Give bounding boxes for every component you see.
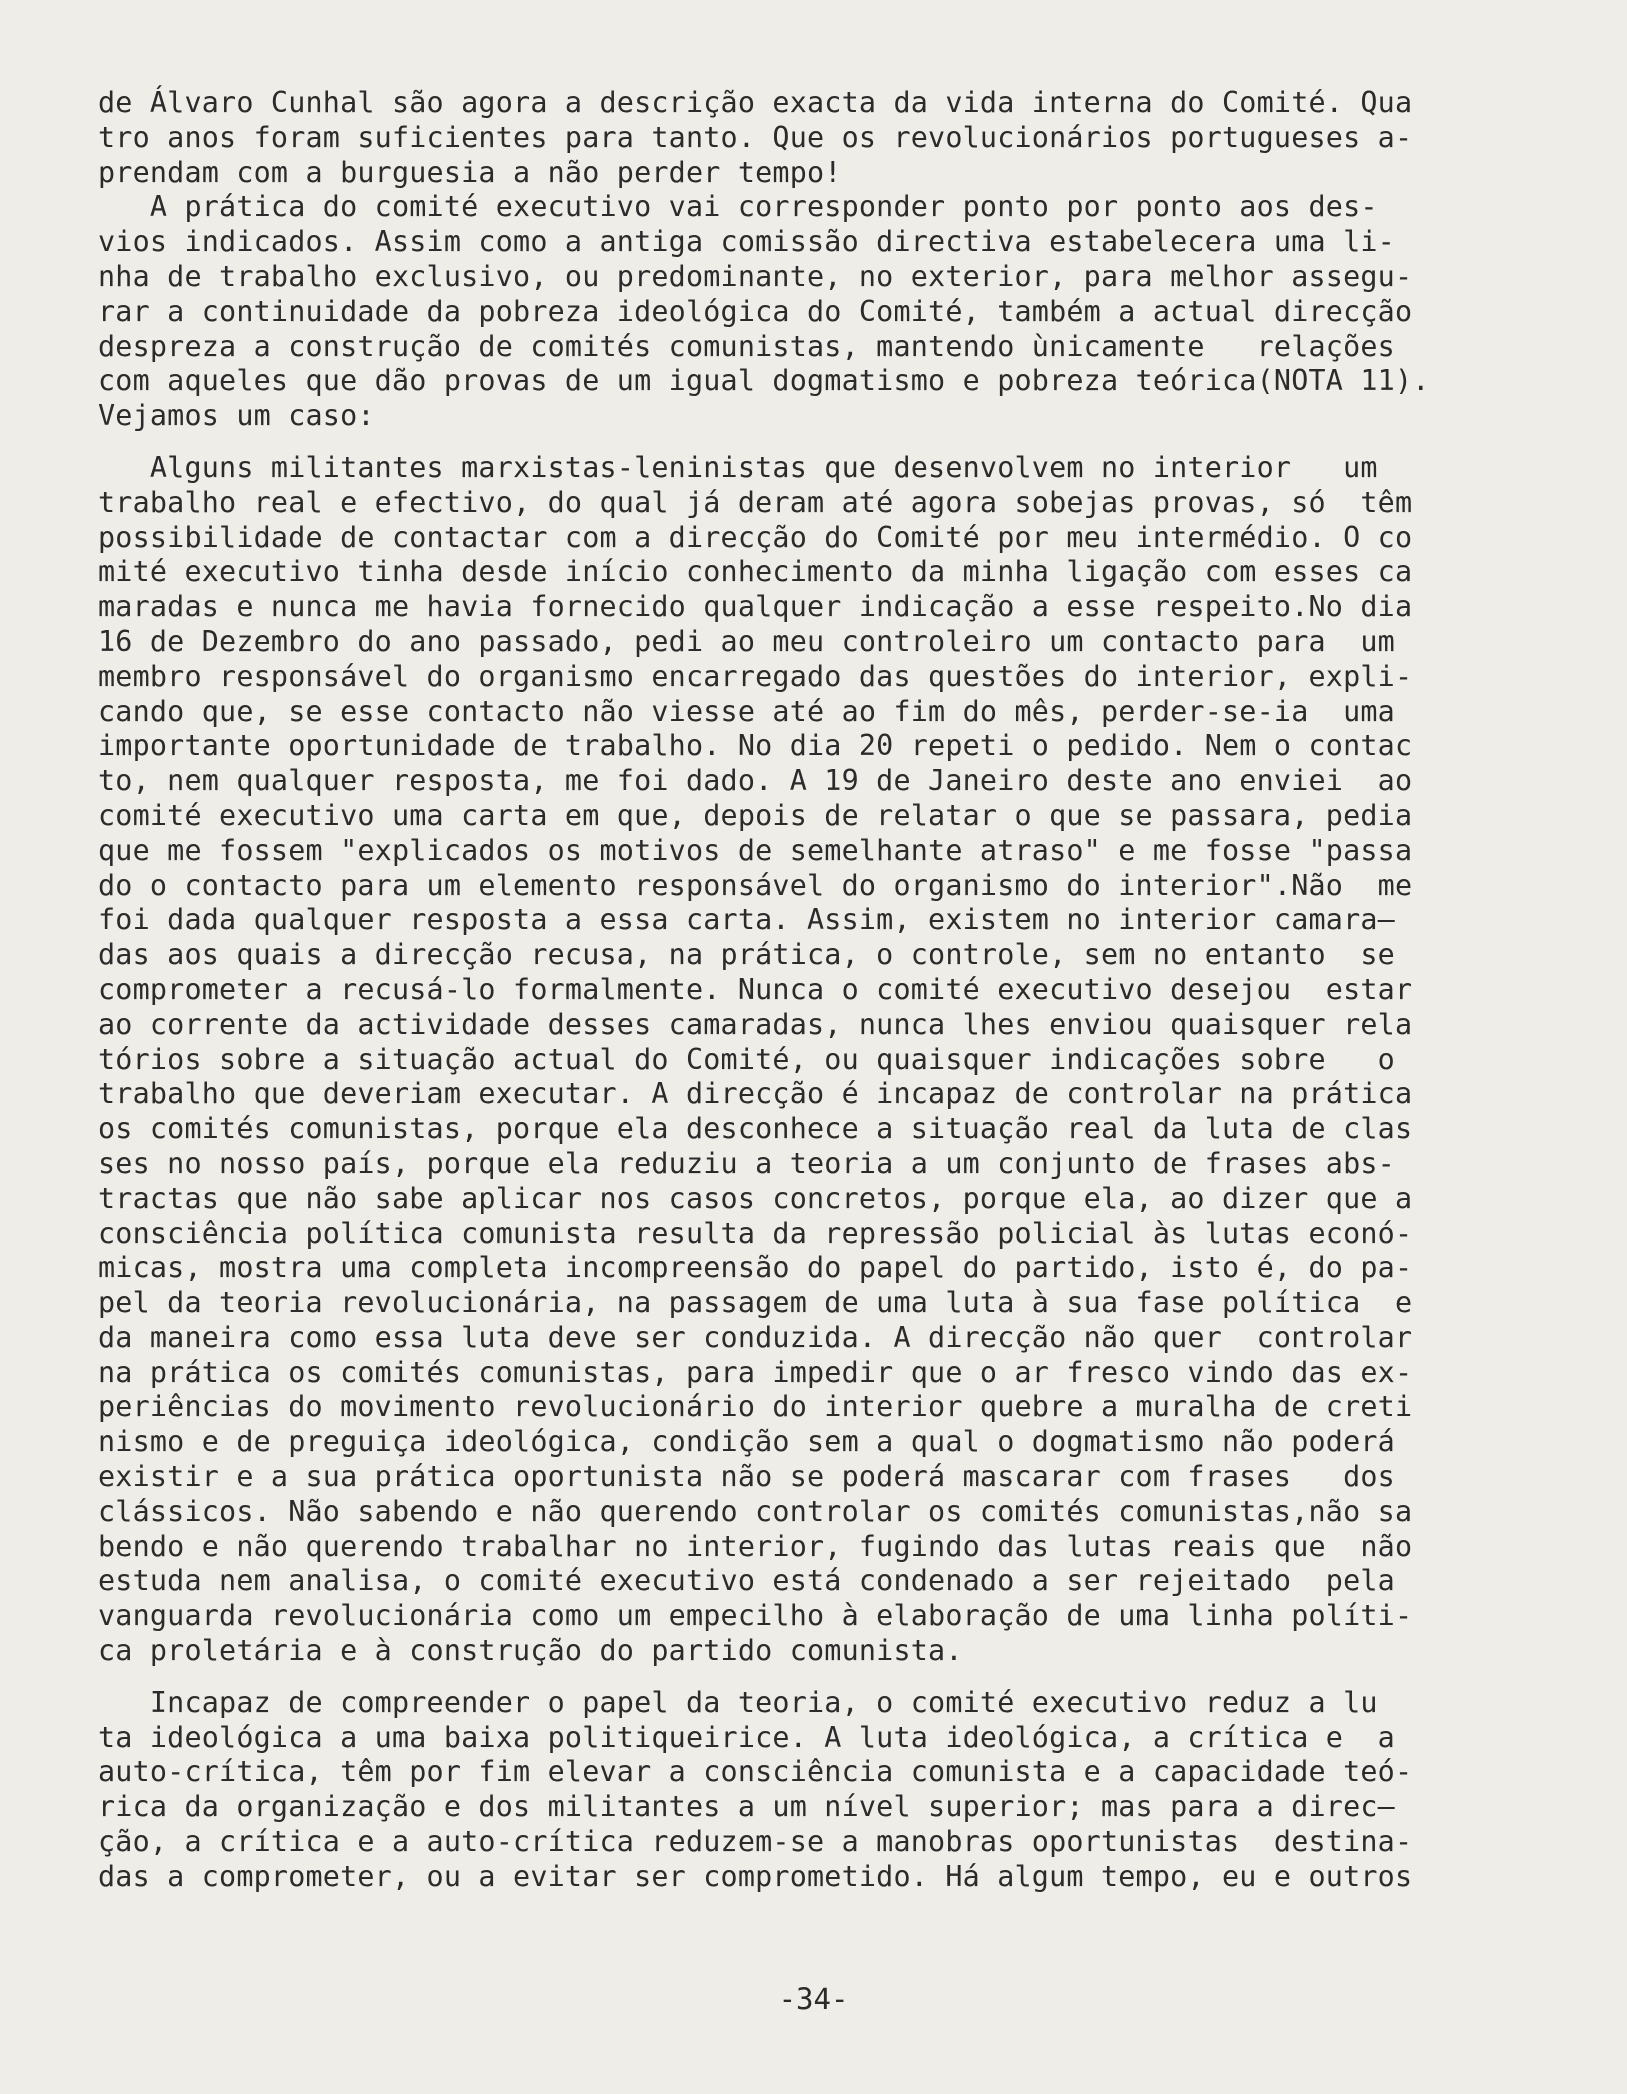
text-line: periências do movimento revolucionário do interior quebre a muralha de creti [98,1390,1413,1424]
text-line: bendo e não querendo trabalhar no interior, fugindo das lutas reais que não [98,1529,1413,1563]
text-line: cando que, se esse contacto não viesse até ao fim do mês, perder-se-ia uma [98,694,1395,728]
text-line: to, nem qualquer resposta, me foi dado. A 19 de Janeiro deste ano enviei ao [98,764,1413,798]
text-line: vios indicados. Assim como a antiga comissão directiva estabelecera uma li- [98,225,1395,259]
text-line: foi dada qualquer resposta a essa carta. Assim, existem no interior camara— [98,903,1395,937]
text-line: importante oportunidade de trabalho. No dia 20 repeti o pedido. Nem o contac [98,729,1413,763]
text-line: pel da teoria revolucionária, na passagem de uma luta à sua fase política e [98,1286,1413,1320]
paragraph-gap [98,1669,1598,1686]
text-line: vanguarda revolucionária como um empecilho à elaboração de uma linha políti- [98,1599,1413,1633]
text-line: da maneira como essa luta deve ser conduzida. A direcção não quer controlar [98,1320,1413,1354]
text-line: tórios sobre a situação actual do Comité, ou quaisquer indicações sobre o [98,1042,1395,1076]
paragraph-4 [98,1686,1598,1895]
text-line: das a comprometer, ou a evitar ser comprometido. Há algum tempo, eu e outros [98,1859,1413,1893]
text-line: consciência política comunista resulta da repressão policial às lutas econó- [98,1216,1413,1250]
text-line: estuda nem analisa, o comité executivo está condenado a ser rejeitado pela [98,1564,1395,1598]
text-line: de Álvaro Cunhal são agora a descrição exacta da vida interna do Comité. Qua [98,86,1413,119]
text-line: com aqueles que dão provas de um igual dogmatismo e pobreza teórica(NOTA 11). [98,364,1430,398]
text-line: Incapaz de compreender o papel da teoria, o comité executivo reduz a lu [98,1685,1378,1719]
text-line: possibilidade de contactar com a direcção do Comité por meu intermédio. O co [98,520,1413,554]
paragraph-3 [98,451,1598,1669]
text-line: que me fossem "explicados os motivos de semelhante atraso" e me fosse "passa [98,833,1413,867]
text-line: na prática os comités comunistas, para impedir que o ar fresco vindo das ex- [98,1355,1413,1389]
text-line: A prática do comité executivo vai corresponder ponto por ponto aos des- [98,190,1378,224]
text-line: ses no nosso país, porque ela reduziu a teoria a um conjunto de frases abs- [98,1146,1395,1180]
text-line: despreza a construção de comités comunistas, mantendo ùnicamente relações [98,329,1395,363]
text-line: micas, mostra uma completa incompreensão do papel do partido, isto é, do pa- [98,1251,1413,1285]
text-line: ao corrente da actividade desses camaradas, nunca lhes enviou quaisquer rela [98,1007,1413,1041]
paragraph-gap [98,434,1598,451]
text-line: do o contacto para um elemento responsável do organismo do interior".Não me [98,868,1413,902]
page-number: -34- [778,1982,849,2016]
paragraph-1 [98,86,1598,190]
text-line: ção, a crítica e a auto-crítica reduzem-se a manobras oportunistas destina- [98,1825,1413,1859]
text-line: Vejamos um caso: [98,399,375,433]
text-line: ca proletária e à construção do partido comunista. [98,1634,963,1668]
text-line: membro responsável do organismo encarregado das questões do interior, expli- [98,659,1413,693]
text-line: nha de trabalho exclusivo, ou predominante, no exterior, para melhor assegu- [98,259,1413,293]
text-line: tractas que não sabe aplicar nos casos concretos, porque ela, ao dizer que a [98,1181,1413,1215]
text-line: clássicos. Não sabendo e não querendo controlar os comités comunistas,não sa [98,1494,1413,1528]
text-line: nismo e de preguiça ideológica, condição sem a qual o dogmatismo não poderá [98,1425,1395,1459]
text-line: existir e a sua prática oportunista não se poderá mascarar com frases dos [98,1460,1395,1494]
text-line: comité executivo uma carta em que, depois de relatar o que se passara, pedia [98,798,1413,832]
text-line: maradas e nunca me havia fornecido qualquer indicação a esse respeito.No dia [98,590,1413,624]
text-line: 16 de Dezembro do ano passado, pedi ao meu controleiro um contacto para um [98,624,1395,658]
text-line: prendam com a burguesia a não perder tempo! [98,155,842,189]
text-line: trabalho real e efectivo, do qual já deram até agora sobejas provas, só têm [98,485,1413,519]
text-line: os comités comunistas, porque ela desconhece a situação real da luta de clas [98,1112,1413,1146]
text-line: rica da organização e dos militantes a um nível superior; mas para a direc— [98,1790,1395,1824]
text-line: trabalho que deveriam executar. A direcção é incapaz de controlar na prática [98,1077,1413,1111]
text-line: rar a continuidade da pobreza ideológica do Comité, também a actual direcção [98,294,1413,328]
text-line: tro anos foram suficientes para tanto. Que os revolucionários portugueses a- [98,120,1413,154]
text-line: das aos quais a direcção recusa, na prática, o controle, sem no entanto se [98,938,1395,972]
document-body [98,86,1598,1895]
paragraph-2 [98,190,1598,434]
text-line: auto-crítica, têm por fim elevar a consciência comunista e a capacidade teó- [98,1755,1413,1789]
text-line: ta ideológica a uma baixa politiqueirice. A luta ideológica, a crítica e a [98,1720,1395,1754]
text-line: comprometer a recusá-lo formalmente. Nunca o comité executivo desejou estar [98,972,1413,1006]
text-line: Alguns militantes marxistas-leninistas que desenvolvem no interior um [98,450,1378,484]
text-line: mité executivo tinha desde início conhecimento da minha ligação com esses ca [98,555,1413,589]
